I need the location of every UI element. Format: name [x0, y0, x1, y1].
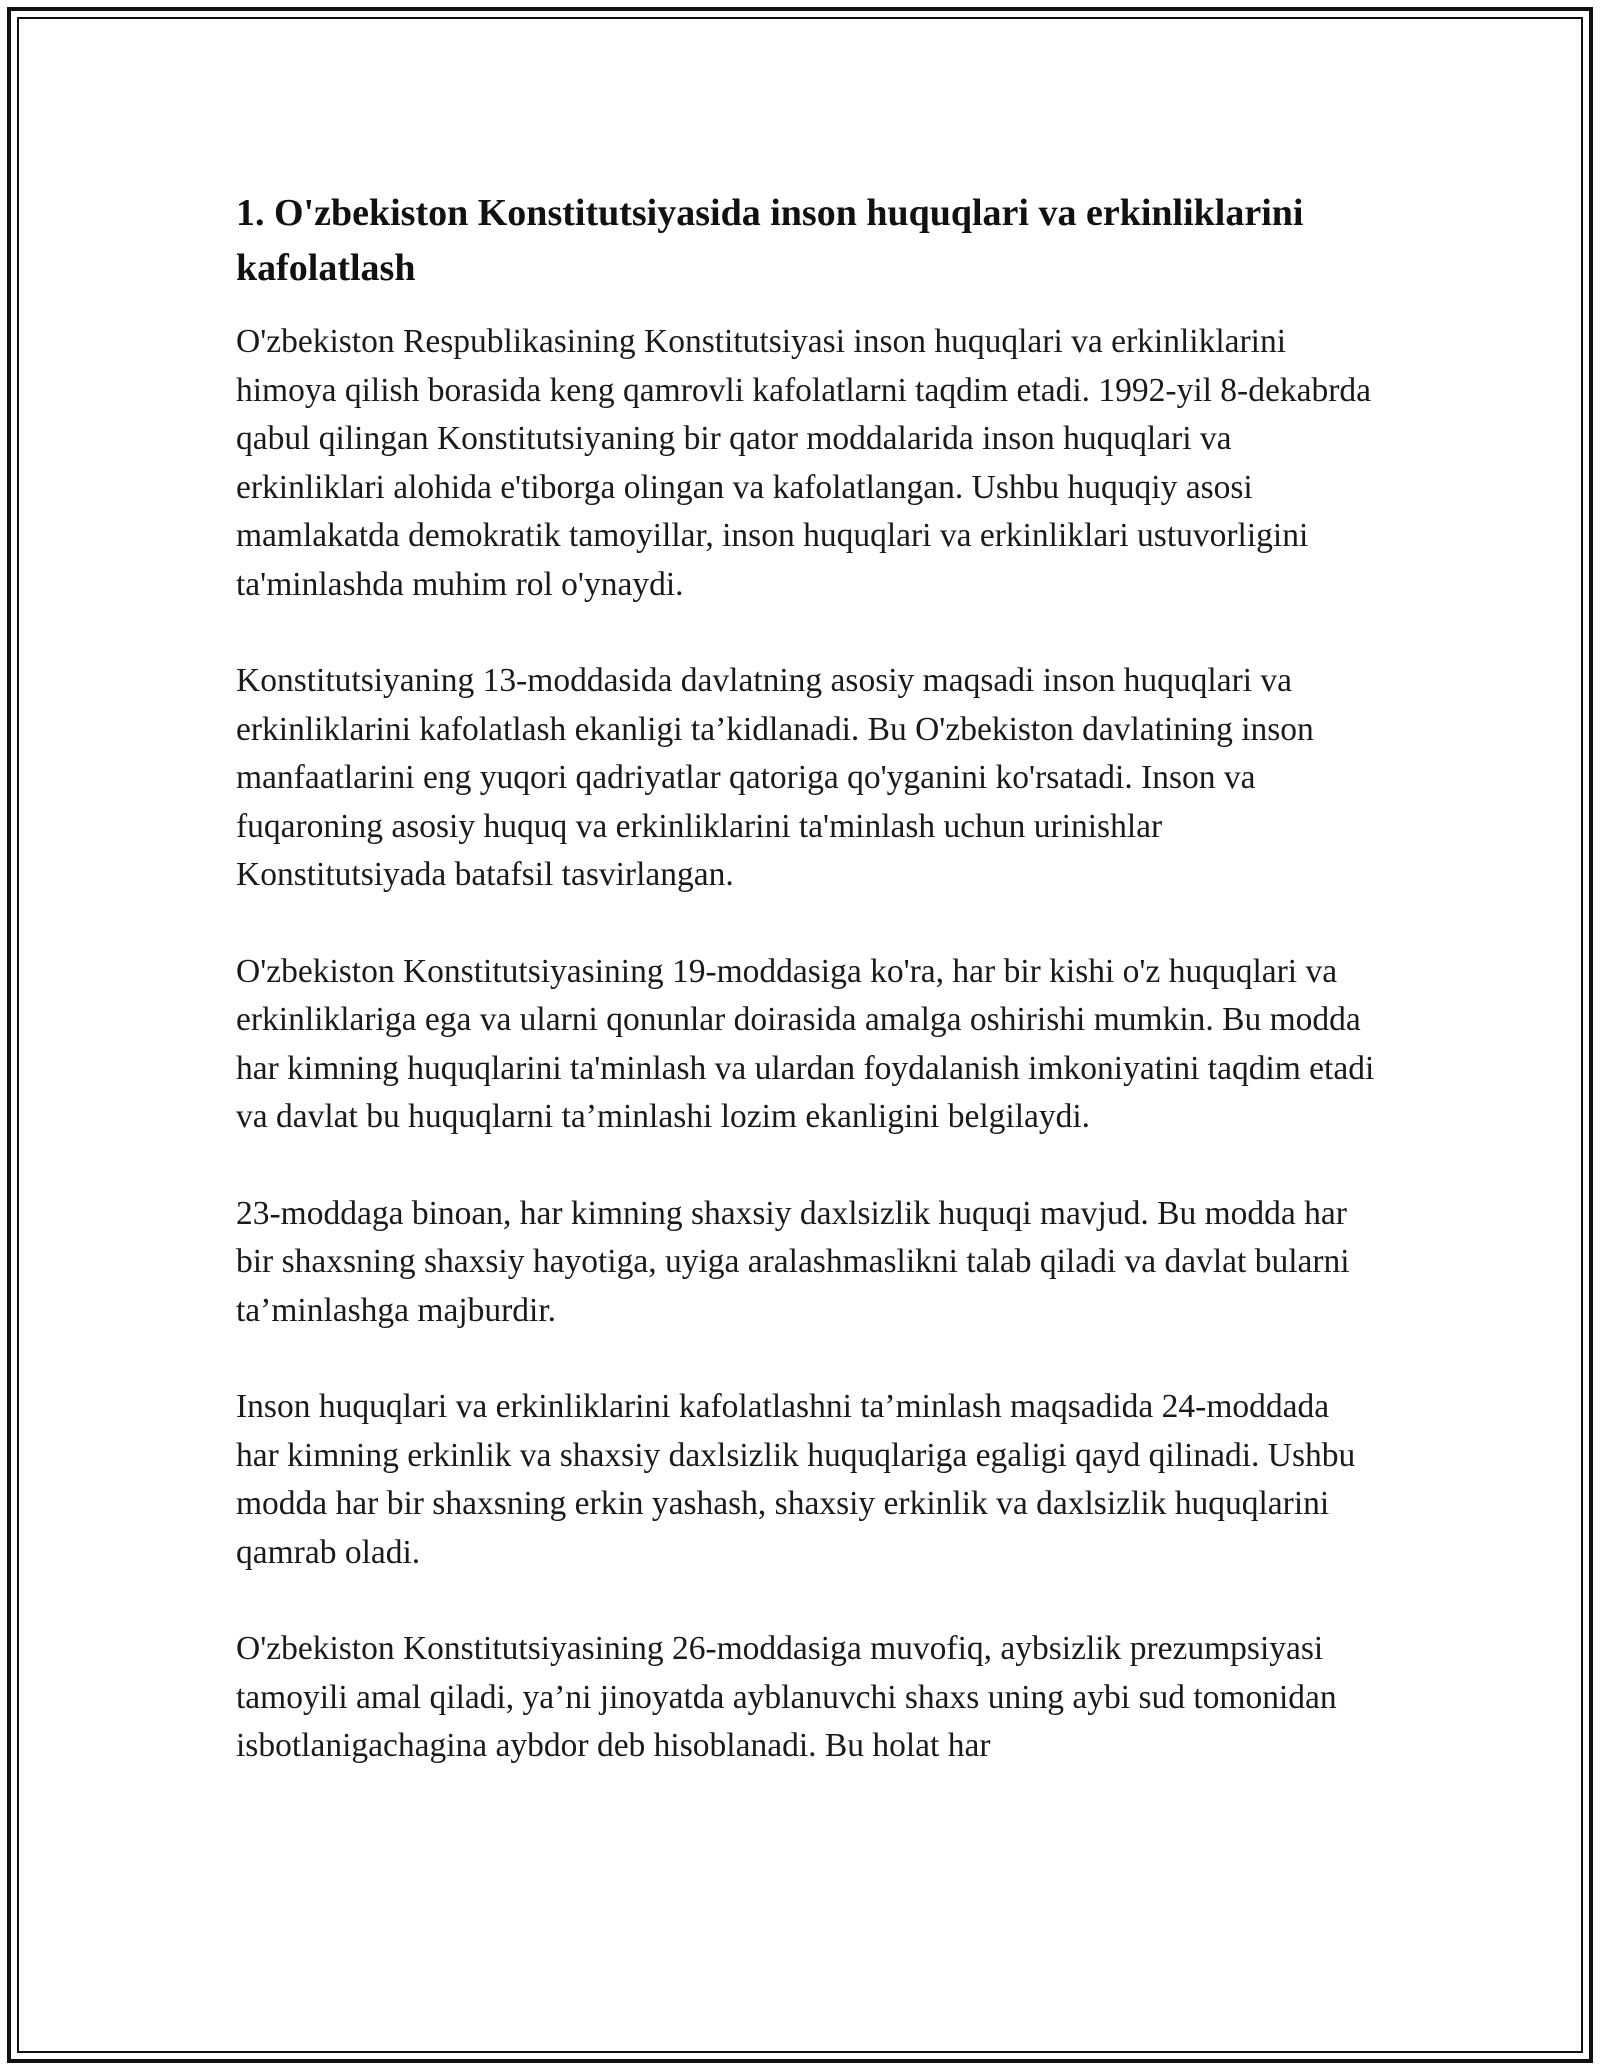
paragraph-article-26: O'zbekiston Konstitutsiyasining 26-moddasiga muvofiq, aybsizlik prezumpsiyasi tamoyili amal qiladi, ya’ni jinoyatda ayblanuvchi shaxs uning aybi sud tomonidan isbotlanigachagina aybdor deb hisoblanadi. Bu holat har [236, 1630, 1337, 1764]
document-body [236, 318, 1376, 1771]
paragraph-article-19: O'zbekiston Konstitutsiyasining 19-moddasiga ko'ra, har bir kishi o'z huquqlari va erkinliklariga ega va ularni qonunlar doirasida amalga oshirishi mumkin. Bu modda har kimning huquqlarini ta'minlash va ulardan foydalanish imkoniyatini taqdim etadi va davlat bu huquqlarni ta’minlashi lozim ekanligini belgilaydi. [236, 952, 1375, 1135]
paragraph-article-23: 23-moddaga binoan, har kimning shaxsiy daxlsizlik huquqi mavjud. Bu modda har bir shaxsning shaxsiy hayotiga, uyiga aralashmaslikni talab qiladi va davlat bularni ta’minlashga majburdir. [236, 1194, 1350, 1329]
paragraph-article-13: Konstitutsiyaning 13-moddasida davlatning asosiy maqsadi inson huquqlari va erkinliklarini kafolatlash ekanligi ta’kidlanadi. Bu O'zbekiston davlatining inson manfaatlarini eng yuqori qadriyatlar qatoriga qo'yganini ko'rsatadi. Inson va fuqaroning asosiy huquq va erkinliklarini ta'minlash uchun urinishlar Konstitutsiyada batafsil tasvirlangan. [236, 662, 1314, 893]
document-page [236, 186, 1376, 1819]
paragraph-intro: O'zbekiston Respublikasining Konstitutsiyasi inson huquqlari va erkinliklarini himoya qilish borasida keng qamrovli kafolatlarni taqdim etadi. 1992-yil 8-dekabrda qabul qilingan Konstitutsiyaning bir qator moddalarida inson huquqlari va erkinliklari alohida e'tiborga olingan va kafolatlangan. Ushbu huquqiy asosi mamlakatda demokratik tamoyillar, inson huquqlari va erkinliklari ustuvorligini ta'minlashda muhim rol o'ynaydi. [236, 323, 1371, 603]
paragraph-article-24: Inson huquqlari va erkinliklarini kafolatlashni ta’minlash maqsadida 24-moddada har kimning erkinlik va shaxsiy daxlsizlik huquqlariga egaligi qayd qilinadi. Ushbu modda har bir shaxsning erkin yashash, shaxsiy erkinlik va daxlsizlik huquqlarini qamrab oladi. [236, 1388, 1356, 1571]
section-heading: 1. O'zbekiston Konstitutsiyasida inson huquqlari va erkinliklarini kafolatlash [236, 192, 1304, 289]
